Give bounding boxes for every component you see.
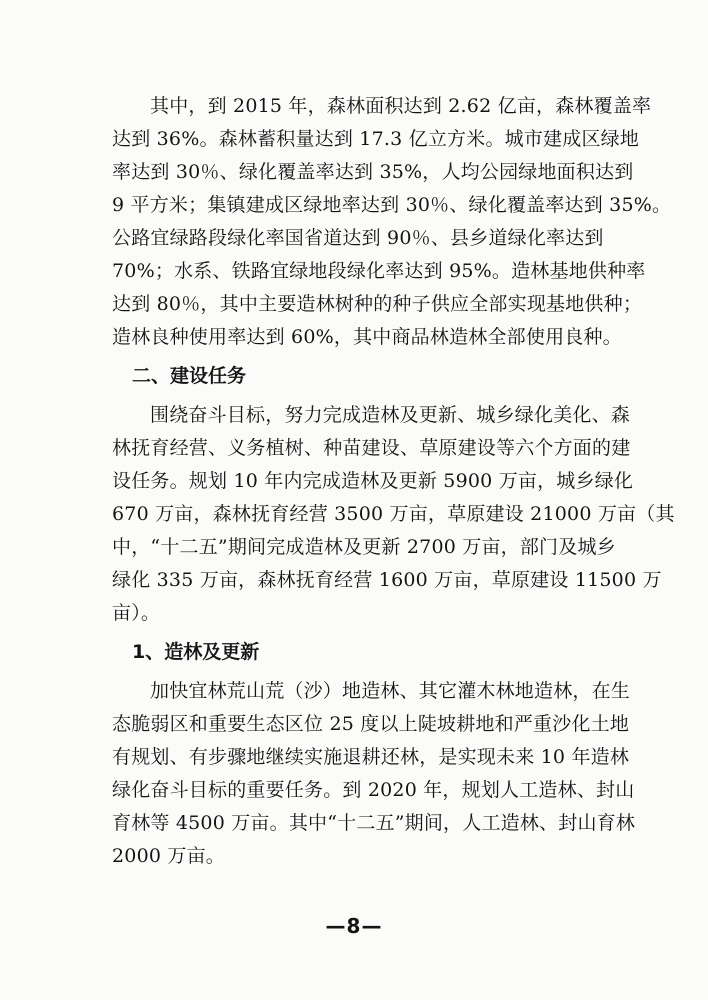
text-line: 9 平方米；集镇建成区绿地率达到 30％、绿化覆盖率达到 35%。 bbox=[112, 194, 672, 216]
paragraph-targets bbox=[112, 90, 672, 354]
paragraph-afforestation bbox=[112, 675, 636, 873]
text-line: 670 万亩，森林抚育经营 3500 万亩，草原建设 21000 万亩（其 bbox=[112, 503, 675, 525]
text-line: 其中，到 2015 年，森林面积达到 2.62 亿亩，森林覆盖率 bbox=[150, 95, 652, 117]
text-line: 绿化 335 万亩，森林抚育经营 1600 万亩，草原建设 11500 万 bbox=[112, 569, 662, 591]
text-line: 率达到 30％、绿化覆盖率达到 35%，人均公园绿地面积达到 bbox=[112, 161, 634, 183]
text-line: 70%；水系、铁路宜绿地段绿化率达到 95%。造林基地供种率 bbox=[112, 260, 646, 282]
text-line: 达到 36%。森林蓄积量达到 17.3 亿立方米。城市建成区绿地 bbox=[112, 128, 640, 150]
text-line: 中，“十二五”期间完成造林及更新 2700 万亩，部门及城乡 bbox=[112, 536, 616, 558]
text-line: 造林良种使用率达到 60%，其中商品林造林全部使用良种。 bbox=[112, 326, 622, 348]
text-line: 亩）。 bbox=[112, 602, 161, 624]
subsection-heading-afforestation: 1、造林及更新 bbox=[132, 641, 260, 663]
text-line: 态脆弱区和重要生态区位 25 度以上陡坡耕地和严重沙化土地 bbox=[112, 713, 630, 735]
text-line: 绿化奋斗目标的重要任务。到 2020 年，规划人工造林、封山 bbox=[112, 779, 635, 801]
text-line: 2000 万亩。 bbox=[112, 845, 225, 867]
text-line: 设任务。规划 10 年内完成造林及更新 5900 万亩，城乡绿化 bbox=[112, 470, 634, 492]
page-number: —8— bbox=[325, 914, 383, 938]
text-line: 育林等 4500 万亩。其中“十二五”期间，人工造林、封山育林 bbox=[112, 812, 636, 834]
text-line: 林抚育经营、义务植树、种苗建设、草原建设等六个方面的建 bbox=[112, 437, 631, 459]
text-line: 围绕奋斗目标，努力完成造林及更新、城乡绿化美化、森 bbox=[150, 404, 631, 426]
paragraph-construction-tasks bbox=[112, 399, 675, 630]
section-heading-construction-tasks: 二、建设任务 bbox=[132, 365, 247, 387]
document-body bbox=[112, 90, 675, 873]
text-line: 有规划、有步骤地继续实施退耕还林，是实现未来 10 年造林 bbox=[112, 746, 630, 768]
text-line: 加快宜林荒山荒（沙）地造林、其它灌木林地造林，在生 bbox=[150, 680, 631, 702]
text-line: 公路宜绿路段绿化率国省道达到 90％、县乡道绿化率达到 bbox=[112, 227, 604, 249]
text-line: 达到 80％，其中主要造林树种的种子供应全部实现基地供种； bbox=[112, 293, 643, 315]
